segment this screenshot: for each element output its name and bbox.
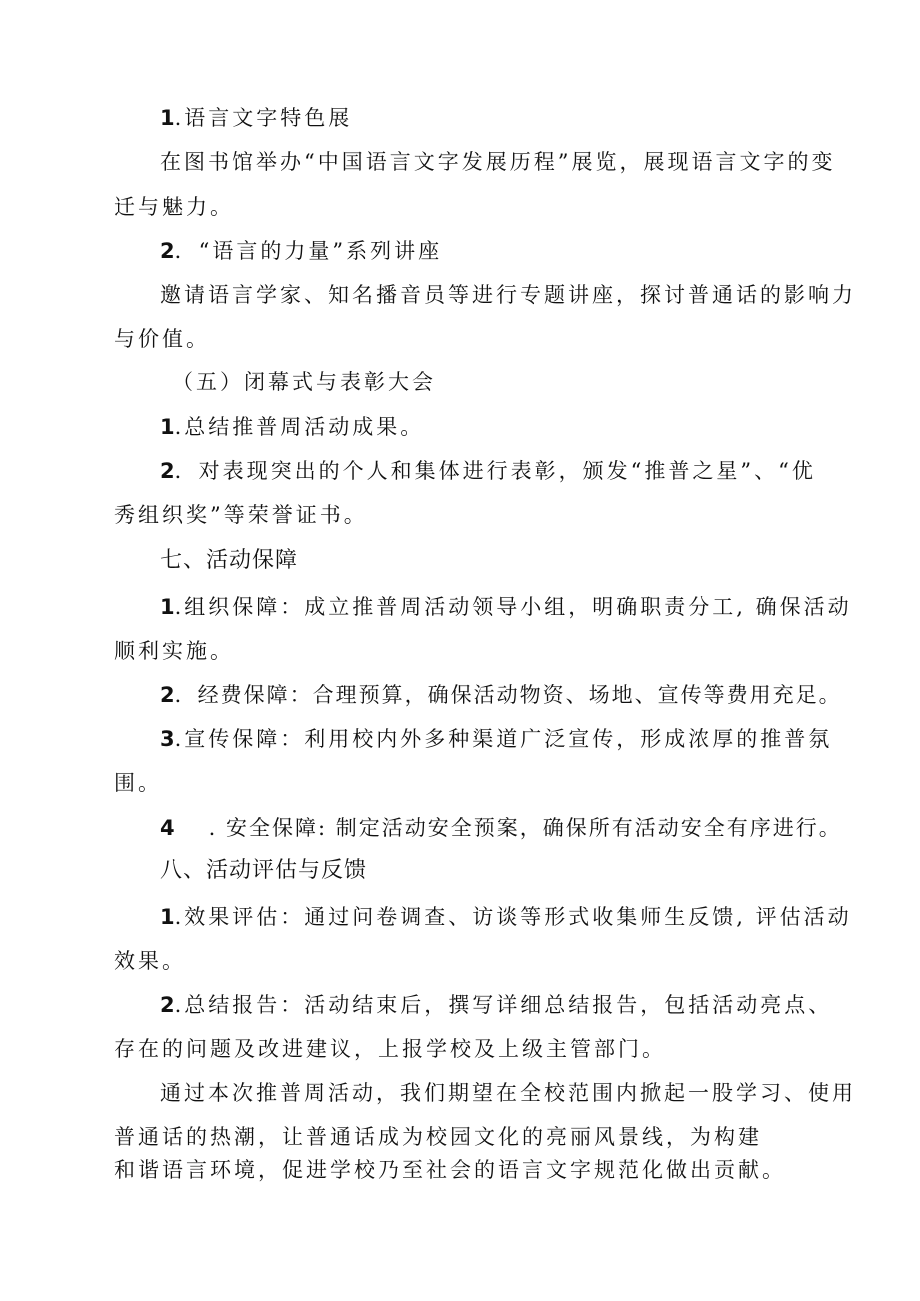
list-item <box>160 725 832 753</box>
item-number: 1 <box>160 415 175 439</box>
paragraph-line: 存在的问题及改进建议，上报学校及上级主管部门。 <box>114 1037 666 1061</box>
item-number: 2 <box>160 239 175 263</box>
item-text: .组织保障：成立推普周活动领导小组，明确职责分工, 确保活动 <box>174 595 852 619</box>
list-item <box>160 814 842 842</box>
paragraph-line: 迁与魅力。 <box>114 195 234 219</box>
paragraph-line: 秀组织奖”等荣誉证书。 <box>114 503 368 527</box>
item-number: 2 <box>160 993 175 1017</box>
conclusion-line: 普通话的热潮，让普通话成为校园文化的亮丽风景线，为构建 <box>114 1125 762 1149</box>
paragraph-line: 与价值。 <box>114 327 210 351</box>
item-number: 2 <box>160 683 175 707</box>
item-number: 1 <box>160 905 175 929</box>
list-item <box>160 903 852 931</box>
paragraph-line: 在图书馆举办“中国语言文字发展历程”展览，展现语言文字的变 <box>160 150 836 174</box>
conclusion-line: 和谐语言环境，促进学校乃至社会的语言文字规范化做出贡献。 <box>114 1158 786 1182</box>
section-heading: 八、活动评估与反馈 <box>160 858 368 883</box>
list-item <box>160 593 852 621</box>
paragraph-line: 效果。 <box>114 949 186 973</box>
list-item <box>160 681 842 709</box>
item-text: .总结报告：活动结束后，撰写详细总结报告，包括活动亮点、 <box>174 993 833 1017</box>
item-text: .语言文字特色展 <box>174 106 353 130</box>
subsection-title: （五）闭幕式与表彰大会 <box>172 370 436 394</box>
lecture-item <box>160 237 442 265</box>
item-number: 3 <box>160 727 175 751</box>
item-number: 1 <box>160 595 175 619</box>
item-number: 2 <box>160 459 175 483</box>
item-text: .效果评估：通过问卷调查、访谈等形式收集师生反馈, 评估活动 <box>174 905 852 929</box>
list-item <box>160 413 424 441</box>
item-text: ．“语言的力量”系列讲座 <box>174 239 443 263</box>
list-item <box>160 457 816 485</box>
exhibit-item <box>160 104 352 132</box>
paragraph-line: 邀请语言学家、知名播音员等进行专题讲座，探讨普通话的影响力 <box>160 283 856 307</box>
item-number: 4 <box>160 816 175 840</box>
item-text: . 安全保障: 制定活动安全预案，确保所有活动安全有序进行。 <box>208 816 842 840</box>
item-text: ．对表现突出的个人和集体进行表彰，颁发“推普之星”、“优 <box>174 459 816 483</box>
item-text: .总结推普周活动成果。 <box>174 415 425 439</box>
item-number: 1 <box>160 106 175 130</box>
conclusion-line: 通过本次推普周活动，我们期望在全校范围内掀起一股学习、使用 <box>160 1081 856 1105</box>
paragraph-line: 围。 <box>114 771 162 795</box>
section-heading: 七、活动保障 <box>160 548 299 573</box>
paragraph-line: 顺利实施。 <box>114 639 234 663</box>
item-text: .宣传保障：利用校内外多种渠道广泛宣传，形成浓厚的推普氛 <box>174 727 833 751</box>
item-text: ．经费保障：合理预算，确保活动物资、场地、宣传等费用充足。 <box>174 683 842 707</box>
list-item <box>160 991 832 1019</box>
